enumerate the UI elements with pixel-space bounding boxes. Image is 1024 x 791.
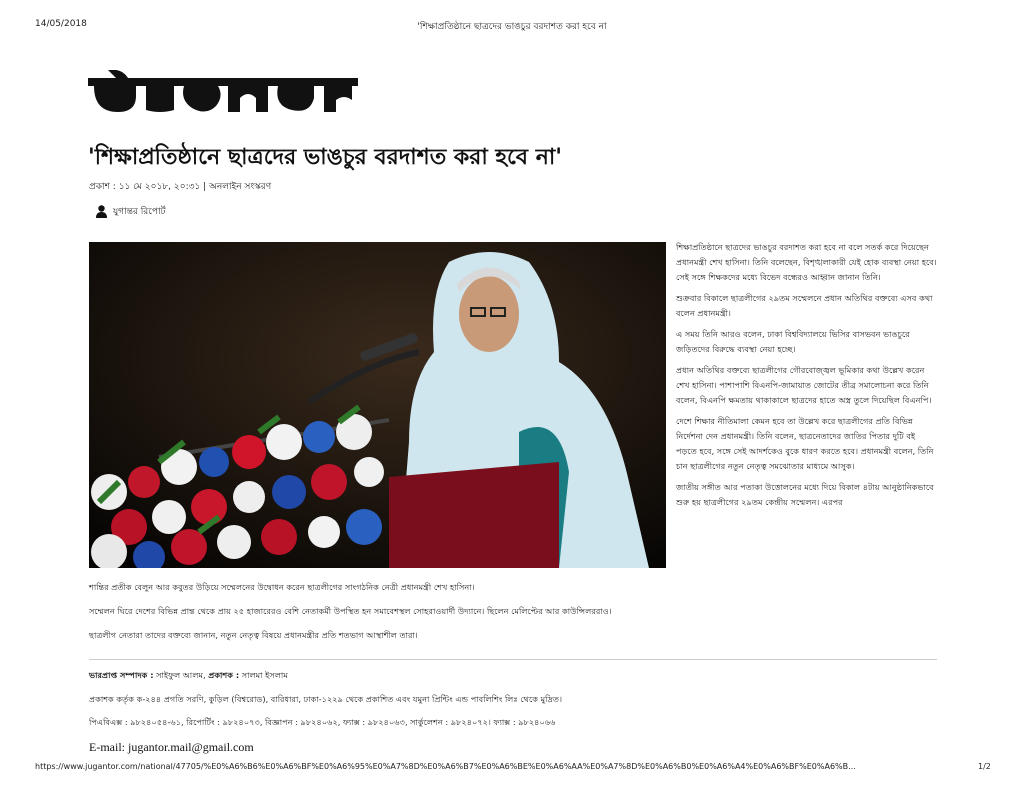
- page-number: 1/2: [978, 762, 991, 771]
- print-date: 14/05/2018: [35, 19, 87, 29]
- editor-name: সাইফুল আলম,: [156, 670, 206, 680]
- editor-line: [89, 670, 288, 683]
- publisher-label: প্রকাশক :: [208, 670, 240, 680]
- article-paragraph: সম্মেলন ঘিরে দেশের বিভিন্ন প্রান্ত থেকে প্রায় ২৫ হাজারেরও বেশি নেতাকর্মী উপস্থিত হন সমাবেশস্থল সোহরাওয়ার্দী উদ্যানে। ছিলেন মেলিপ্টের আর কাউন্সিলররাও।: [89, 606, 612, 616]
- publisher-name: সালমা ইসলাম: [241, 670, 288, 680]
- byline: [96, 204, 165, 219]
- byline-text: যুগান্তর রিপোর্ট: [113, 207, 166, 217]
- article-paragraph: জাতীয় সঙ্গীত আর পতাকা উত্তোলনের মধ্যে দিয়ে বিকাল ৪টায় আনুষ্ঠানিকভাবে শুরু হয় ছাত্রলীগের ২৯তম কেন্দ্রীয় সম্মেলন। এরপর: [676, 482, 934, 507]
- person-at-podium-photo: [89, 242, 666, 568]
- footer-divider: [89, 659, 937, 660]
- jugantor-logo-icon[interactable]: [88, 70, 358, 116]
- article-paragraph: শিক্ষাপ্রতিষ্ঠানে ছাত্রদের ভাঙচুর বরদাশত করা হবে না বলে সতর্ক করে দিয়েছেন প্রধানমন্ত্রী শেখ হাসিনা। তিনি বলেছেন, বিশৃঙ্খলাকারী যেই হোক ব্যবস্থা নেয়া হবে। সেই সঙ্গে শিক্ষকদের মধ্যে বিভেদ বন্ধেরও আহ্বান জানান তিনি।: [676, 242, 937, 282]
- publisher-address: প্রকাশক কর্তৃক ক-২৪৪ প্রগতি সরণি, কুড়িল (বিশ্বরোড), বারিধারা, ঢাকা-১২২৯ থেকে প্রকাশিত এবং যমুনা প্রিন্টিং এন্ড পাবলিশিং লিঃ থেকে মুদ্রিত।: [89, 694, 563, 704]
- article-paragraph: এ সময় তিনি আরও বলেন, ঢাকা বিশ্ববিদ্যালয়ে ভিসির বাসভবন ভাঙচুরে জড়িতদের বিরুদ্ধে ব্যবস্থা নেয়া হচ্ছে।: [676, 329, 910, 354]
- contact-phones: পিএবিএক্স : ৯৮২৪০৫৪-৬১, রিপোর্টিং : ৯৮২৪০৭৩, বিজ্ঞাপন : ৯৮২৪০৬২, ফ্যাক্স : ৯৮২৪০৬৩, সার্কুলেশন : ৯৮২৪০৭২। ফ্যাক্স : ৯৮২৪০৬৬: [89, 717, 556, 727]
- article-side-column: [676, 240, 938, 516]
- article-headline: 'শিক্ষাপ্রতিষ্ঠানে ছাত্রদের ভাঙচুর বরদাশত করা হবে না': [88, 145, 562, 170]
- print-url: https://www.jugantor.com/national/47705/%E0%A6%B6%E0%A6%BF%E0%A6%95%E0%A7%8D%E0%A6%B7%E0%A6%BE%E0%A6%AA%E0%A7%8D%E0%A6%B0%E0%A6%A4%E0%A6%BF%E0%A6%B...: [35, 762, 856, 771]
- article-paragraph: দেশে শিক্ষার নীতিমালা কেমন হবে তা উল্লেখ করে ছাত্রলীগের প্রতি বিভিন্ন নির্দেশনা দেন প্রধানমন্ত্রী। তিনি বলেন, ছাত্রনেতাদের জাতির পিতার দুটি বই পড়তে হবে, সঙ্গে সেই আদর্শকেও বুকে ধারণ করতে হবে। প্রধানমন্ত্রী বলেন, তিনি চান ছাত্রলীগের নতুন নেতৃত্ব সমঝোতার মাধ্যমে আসুক।: [676, 416, 934, 471]
- person-icon: [96, 205, 107, 218]
- print-header-title: 'শিক্ষাপ্রতিষ্ঠানে ছাত্রদের ভাঙচুর বরদাশত করা হবে না: [417, 22, 607, 32]
- article-paragraph: ছাত্রলীগ নেতারা তাদের বক্তব্যে জানান, নতুন নেতৃত্ব বিষয়ে প্রধানমন্ত্রীর প্রতি শতভাগ আস্থাশীল তারা।: [89, 630, 418, 640]
- article-paragraph: শুক্রবার বিকালে ছাত্রলীগের ২৯তম সম্মেলনে প্রধান অতিথির বক্তব্যে এসব কথা বলেন প্রধানমন্ত্রী।: [676, 293, 933, 318]
- publish-meta: প্রকাশ : ১১ মে ২০১৮, ২০:৩১ | অনলাইন সংস্করণ: [89, 182, 272, 192]
- article-paragraph: প্রধান অতিথির বক্তব্যে ছাত্রলীগের গৌরবোজ্জ্বল ভূমিকার কথা উল্লেখ করেন শেখ হাসিনা। পাশাপাশি বিএনপি-জামায়াত জোটের তীব্র সমালোচনা করে তিনি বলেন, বিএনপি ক্ষমতায় থাকাকালে ছাত্রদের হাতে অস্ত্র তুলে দিয়েছিল বিএনপি।: [676, 365, 932, 405]
- editor-label: ভারপ্রাপ্ত সম্পাদক :: [89, 670, 154, 680]
- contact-email[interactable]: E-mail: jugantor.mail@gmail.com: [89, 740, 254, 754]
- article-paragraph: শান্তির প্রতীক বেলুন আর কবুতর উড়িয়ে সম্মেলনের উদ্বোধন করেন ছাত্রলীগের সাংগঠনিক নেত্রী প্রধানমন্ত্রী শেখ হাসিনা।: [89, 582, 475, 592]
